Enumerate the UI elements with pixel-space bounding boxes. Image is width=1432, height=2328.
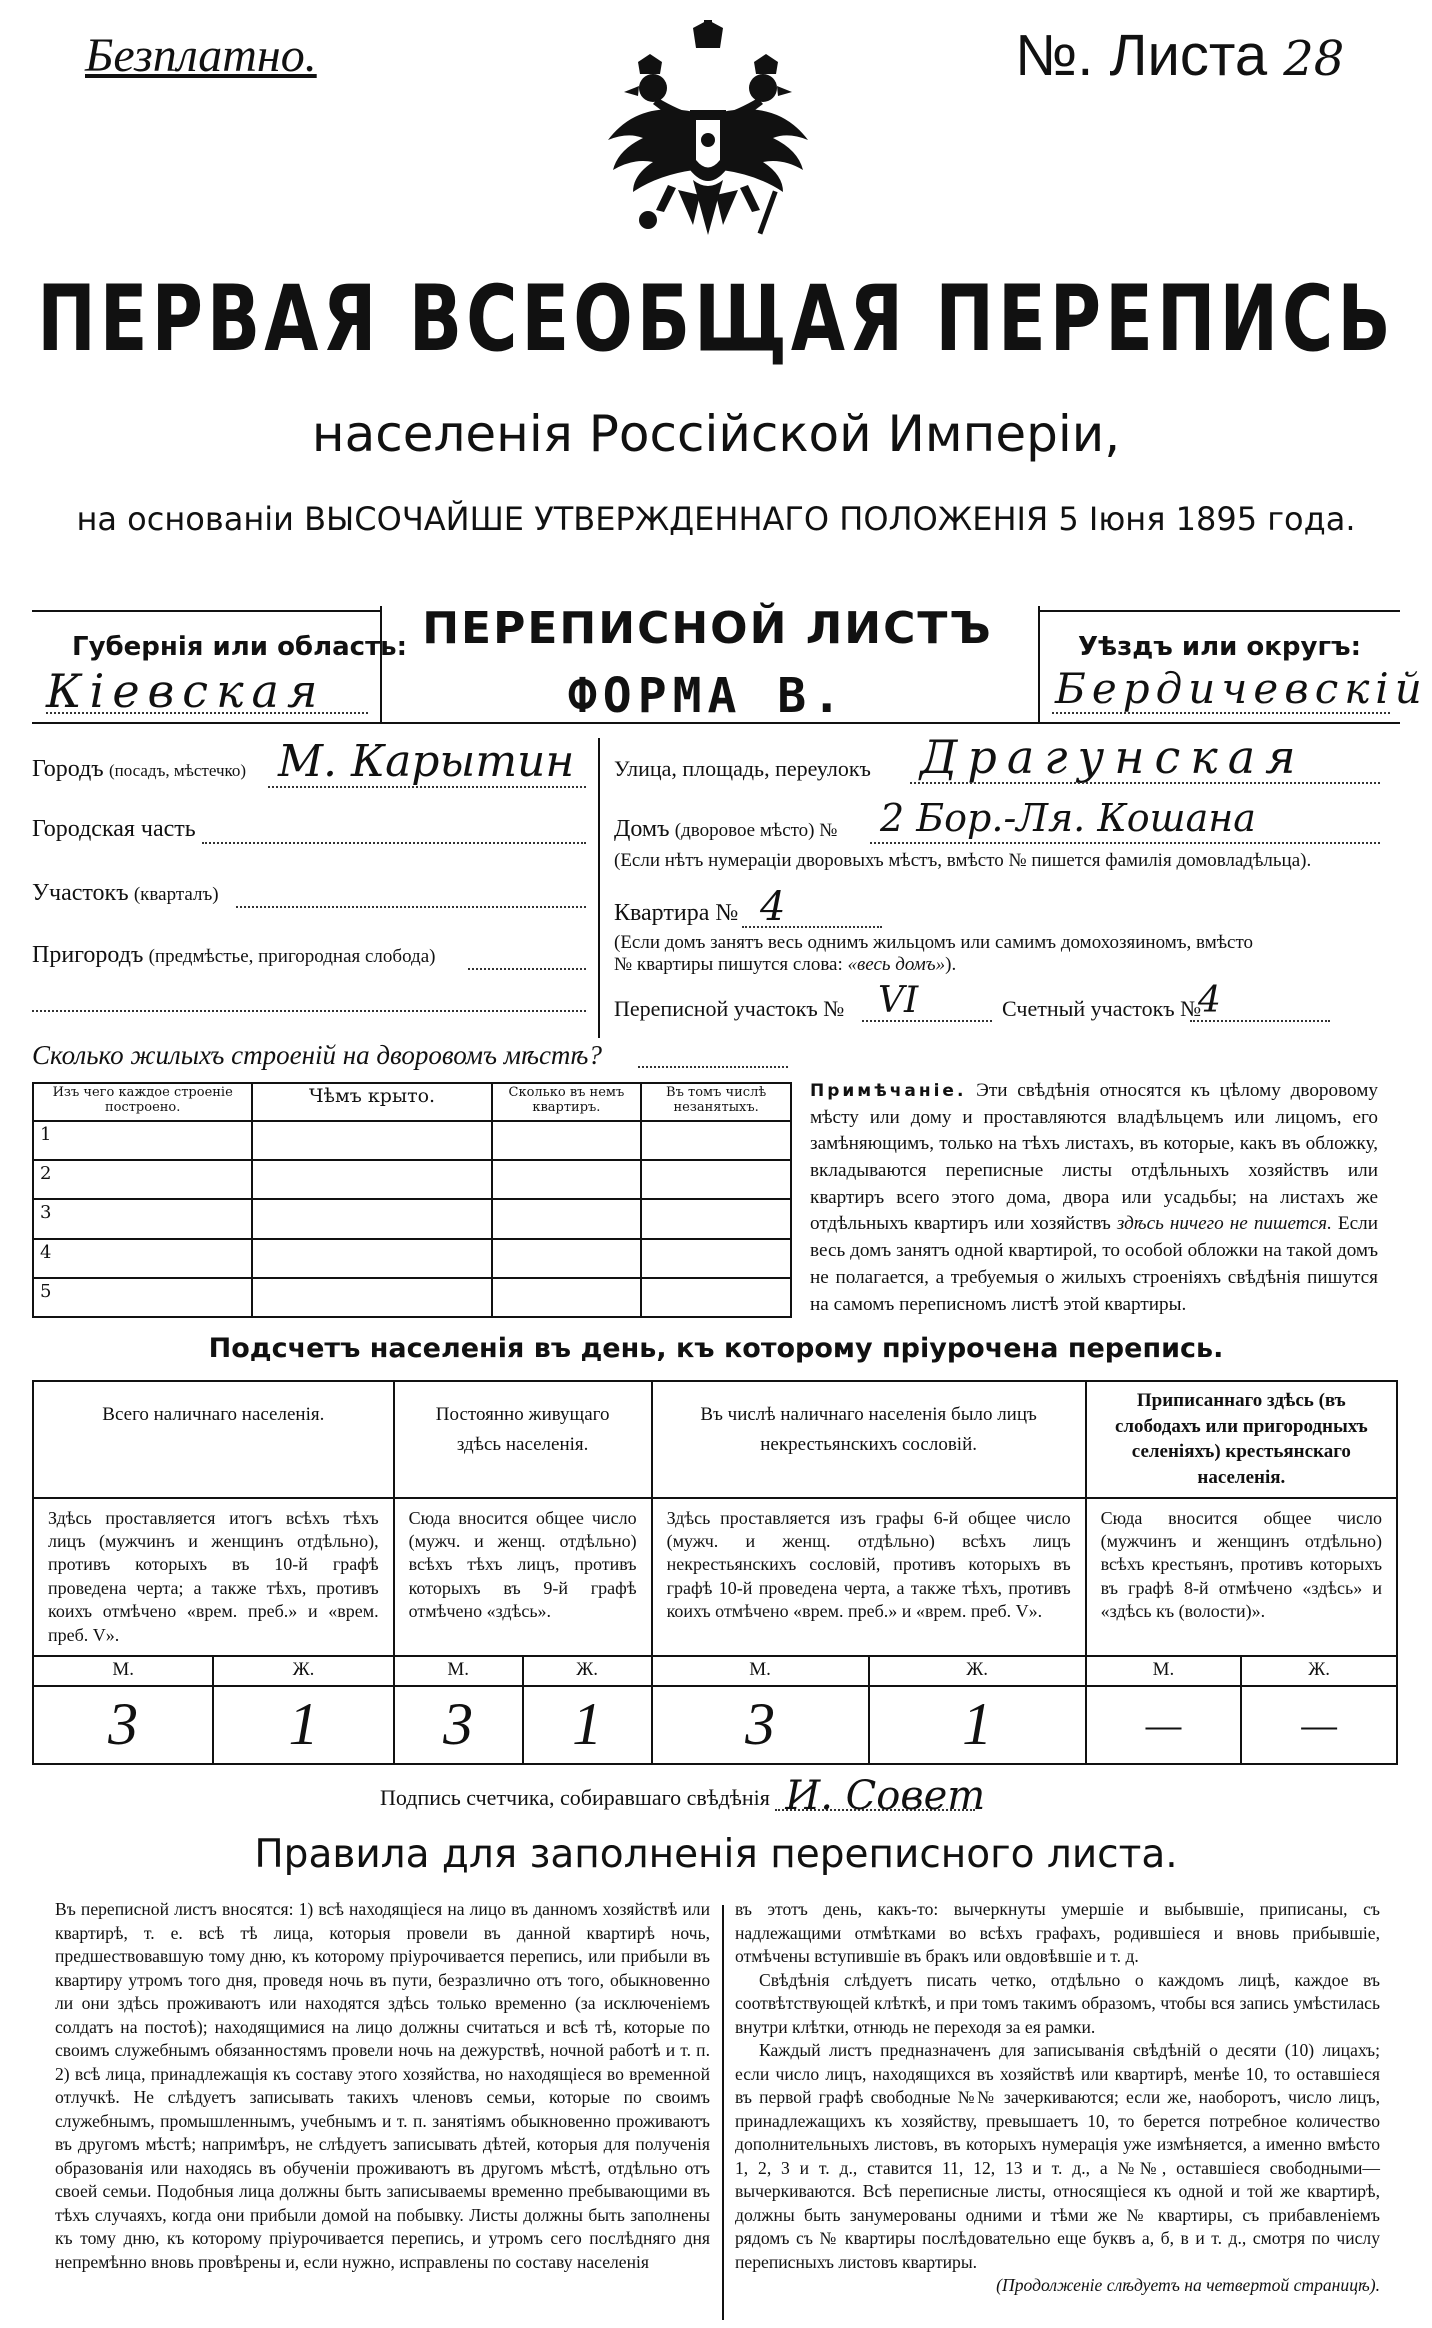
female-count[interactable]: —: [1241, 1686, 1397, 1764]
city-field: [32, 756, 246, 783]
city-hint: (посадъ, мѣстечко): [108, 761, 247, 780]
sheet-number-value: 28: [1283, 31, 1345, 87]
table-row: [33, 1278, 791, 1317]
column-header: Въ томъ числѣ незанятыхъ.: [641, 1083, 791, 1121]
signature-line: [380, 1773, 986, 1819]
apartment-label: Квартира №: [614, 900, 739, 926]
column-description: Сюда вносится общее число (мужчинъ и женщинъ отдѣльно) всѣхъ крестьянъ, противъ которыхъ въ графѣ 8-й отмѣчено «здѣсь» и «здѣсь къ (волости)».: [1086, 1498, 1397, 1656]
structures-table: [32, 1082, 792, 1318]
column-header: Сколько въ немъ квартиръ.: [492, 1083, 642, 1121]
continued-note: (Продолженіе слѣдуетъ на четвертой страницѣ).: [996, 2275, 1380, 2295]
province-value: Кіевская: [46, 664, 326, 718]
table-row: [33, 1686, 1397, 1764]
street-label: Улица, площадь, переулокъ: [614, 756, 871, 781]
table-cell[interactable]: [252, 1199, 491, 1238]
divider: [598, 738, 600, 1038]
table-cell[interactable]: [492, 1278, 642, 1317]
signature-field[interactable]: [775, 1773, 986, 1819]
house-value: 2 Бор.-Ля. Кошана: [880, 796, 1256, 840]
structures-question: Сколько жилыхъ строеній на дворовомъ мѣстѣ?: [32, 1040, 602, 1070]
table-cell[interactable]: [252, 1278, 491, 1317]
male-count[interactable]: 3: [394, 1686, 523, 1764]
table-cell[interactable]: [641, 1121, 791, 1160]
male-label: М.: [1086, 1656, 1242, 1686]
column-header: Чѣмъ крыто.: [252, 1083, 491, 1121]
page-subtitle: населенія Россійской Имперіи,: [311, 405, 1121, 463]
table-cell[interactable]: [492, 1160, 642, 1199]
table-row: [33, 1199, 791, 1238]
rules-paragraph: въ этотъ день, какъ-то: вычеркнуты умершіе и выбывшіе, приписаны, съ надлежащими отмѣтками во всѣхъ графахъ, родившіеся и вновь прибывшіе, отмѣчены вступившіе въ бракъ или овдовѣвшіе и т. д.: [735, 1899, 1380, 1966]
table-cell[interactable]: [492, 1199, 642, 1238]
note-label: Примѣчаніе.: [810, 1081, 967, 1101]
rules-paragraph: Каждый листъ предназначенъ для записыванія свѣдѣній о десяти (10) лицахъ; если число лицъ, находящихся въ хозяйствѣ или квартирѣ, менѣе 10, то оставшіеся въ первой графѣ свободные №№ зачеркиваются; если же, наоборотъ, число лицъ, принадлежащихъ къ хозяйству, превышаетъ 10, то берется потребное количество дополнительныхъ листовъ, въ которыхъ нумерація уже измѣняется, а именно вмѣсто 1, 2, 3 и т. д., ставится 11, 12, 13 и т. д., а №№, оставшіеся свободными—вычеркиваются. Всѣ переписные листы, относящіеся къ одной и той же квартирѣ, должны быть занумерованы одними и тѣми же № квартиры, съ прибавленіемъ рядомъ съ № квартиры послѣдовательно еще буквъ а, б, в и т. д., смотря по числу переписныхъ листовъ квартиры.: [735, 2040, 1380, 2272]
city-part-underline: [202, 842, 586, 844]
counting-precinct-label: Счетный участокъ №: [1002, 996, 1202, 1021]
table-cell[interactable]: [492, 1121, 642, 1160]
suburb-underline-2: [32, 1010, 586, 1012]
province-label: Губернія или область:: [72, 632, 407, 662]
table-cell[interactable]: [641, 1278, 791, 1317]
column-description: Сюда вносится общее число (мужч. и женщ. отдѣльно) всѣхъ тѣхъ лицъ, противъ которыхъ въ 9-й графѣ отмѣчено «здѣсь».: [394, 1498, 652, 1656]
city-value: М. Карытин: [278, 736, 575, 787]
rules-title: Правила для заполненія переписного листа.: [254, 1832, 1178, 1877]
table-row: [33, 1498, 1397, 1656]
street-value: Драгунская: [920, 730, 1306, 784]
table-row: [33, 1239, 791, 1278]
apartment-note: [614, 932, 1404, 976]
table-cell[interactable]: [641, 1199, 791, 1238]
structures-underline: [638, 1066, 788, 1068]
form-title: ФОРМА В.: [567, 668, 848, 724]
city-label: Городъ: [32, 756, 104, 782]
divider: [1040, 610, 1400, 612]
female-count[interactable]: 1: [523, 1686, 652, 1764]
column-header: Изъ чего каждое строеніе построено.: [33, 1083, 252, 1121]
note-paragraph: [810, 1078, 1378, 1318]
city-part-label: Городская часть: [32, 816, 196, 842]
column-header: Постоянно живущаго здѣсь населенія.: [394, 1381, 652, 1498]
table-cell[interactable]: [252, 1239, 491, 1278]
female-label: Ж.: [213, 1656, 393, 1686]
house-field: [614, 816, 837, 843]
column-description: Здѣсь проставляется изъ графы 6-й общее число (мужч. и женщ. отдѣльно) всѣхъ лицъ некрестьянскихъ сословій, противъ которыхъ въ графѣ 10-й проведена черта, а также тѣхъ, противъ коихъ отмѣчено «врем. преб.» и «врем. преб. V».: [652, 1498, 1086, 1656]
female-count[interactable]: 1: [213, 1686, 393, 1764]
counting-precinct-underline: [1190, 1020, 1330, 1022]
column-header: Всего наличнаго населенія.: [33, 1381, 394, 1498]
signature-label: Подпись счетчика, собиравшаго свѣдѣнія: [380, 1785, 770, 1810]
page-title: ПЕРВАЯ ВСЕОБЩАЯ ПЕРЕПИСЬ: [37, 265, 1395, 373]
double-headed-eagle-icon: [598, 20, 818, 245]
suburb-underline: [468, 968, 586, 970]
free-label: Безплатно.: [85, 29, 317, 82]
house-hint: (дворовое мѣсто) №: [674, 820, 838, 841]
district-value: Бердичевскій: [1055, 664, 1428, 713]
suburb-label: Пригородъ: [32, 942, 144, 968]
column-header: Въ числѣ наличнаго населенія было лицъ некрестьянскихъ сословій.: [652, 1381, 1086, 1498]
male-count[interactable]: 3: [652, 1686, 869, 1764]
precinct-label: Участокъ: [32, 880, 129, 906]
female-label: Ж.: [523, 1656, 652, 1686]
note-text: Эти свѣдѣнія относятся къ цѣлому дворовому мѣсту или дому и проставляются владѣльцемъ или лицомъ, его замѣняющимъ, только на тѣхъ листахъ, въ которые, какъ въ обложку, вкладываются переписные листы отдѣльныхъ хозяйствъ или квартиръ всего этого дома, двора или усадьбы; на листахъ же отдѣльныхъ квартиръ или хозяйствъ: [810, 1080, 1378, 1235]
sheet-title: ПЕРЕПИСНОЙ ЛИСТЪ: [422, 603, 993, 654]
legal-basis: на основаніи ВЫСОЧАЙШЕ УТВЕРЖДЕННАГО ПОЛОЖЕНІЯ 5 Іюня 1895 года.: [76, 500, 1356, 538]
male-count[interactable]: —: [1086, 1686, 1242, 1764]
rules-paragraph: Свѣдѣнія слѣдуетъ писать четко, отдѣльно о каждомъ лицѣ, каждое въ соотвѣтствующей клѣткѣ, и при томъ такимъ образомъ, чтобы вся запись умѣстилась внутри клѣтки, отнюдь не переходя за ея рамки.: [735, 1969, 1380, 2037]
city-underline: [268, 786, 586, 788]
row-number: 2: [33, 1160, 252, 1199]
district-label: Уѣздъ или округъ:: [1078, 632, 1361, 662]
apartment-note-italic: «весь домъ»: [847, 954, 946, 975]
male-label: М.: [652, 1656, 869, 1686]
table-cell[interactable]: [641, 1160, 791, 1199]
row-number: 5: [33, 1278, 252, 1317]
divider: [32, 610, 380, 612]
province-underline: [46, 712, 368, 714]
sheet-number-label: №. Листа: [1015, 23, 1268, 88]
table-cell[interactable]: [252, 1160, 491, 1199]
male-label: М.: [394, 1656, 523, 1686]
census-precinct-value: VI: [878, 980, 919, 1021]
table-row: [33, 1121, 791, 1160]
table-cell[interactable]: [641, 1239, 791, 1278]
divider: [380, 606, 382, 724]
divider: [722, 1905, 724, 2320]
census-precinct-underline: [862, 1020, 992, 1022]
male-count[interactable]: 3: [33, 1686, 213, 1764]
suburb-field: [32, 942, 435, 969]
female-count[interactable]: 1: [869, 1686, 1086, 1764]
female-label: Ж.: [869, 1656, 1086, 1686]
note-text-end: Если весь домъ занятъ одной квартирой, то особой обложки на такой домъ не полагается, а требуемыя о жилыхъ строеніяхъ свѣдѣнія пишутся на самомъ переписномъ листѣ этой квартиры.: [810, 1213, 1378, 1315]
house-label: Домъ: [614, 816, 670, 842]
signature-value: И. Совет: [785, 1773, 986, 1819]
apartment-value: 4: [760, 884, 786, 930]
street-underline: [910, 782, 1380, 784]
population-count-table: [32, 1380, 1398, 1765]
apartment-note-text: № квартиры пишутся слова:: [614, 954, 843, 975]
apartment-underline: [742, 926, 882, 928]
table-header-row: [33, 1083, 791, 1121]
census-precinct-label: Переписной участокъ №: [614, 996, 845, 1021]
suburb-hint: (предмѣстье, пригородная слобода): [148, 946, 436, 967]
table-header-row: [33, 1381, 1397, 1498]
female-label: Ж.: [1241, 1656, 1397, 1686]
column-header: Приписаннаго здѣсь (въ слободахъ или пригородныхъ селеніяхъ) крестьянскаго населенія.: [1086, 1381, 1397, 1498]
precinct-underline: [236, 906, 586, 908]
row-number: 1: [33, 1121, 252, 1160]
apartment-note-line-2: [614, 954, 1404, 976]
row-number: 4: [33, 1239, 252, 1278]
divider: [1038, 606, 1040, 724]
male-label: М.: [33, 1656, 213, 1686]
note-italic: здѣсь ничего не пишется.: [1116, 1213, 1332, 1235]
counting-precinct-value: 4: [1198, 980, 1221, 1021]
district-underline: [1052, 712, 1390, 714]
table-row: [33, 1160, 791, 1199]
house-underline: [870, 842, 1380, 844]
precinct-hint: (кварталъ): [133, 884, 219, 905]
table-row: [33, 1656, 1397, 1686]
sheet-number: [1015, 22, 1344, 89]
table-cell[interactable]: [492, 1239, 642, 1278]
apartment-note-line-1: (Если домъ занятъ весь однимъ жильцомъ или самимъ домохозяиномъ, вмѣсто: [614, 932, 1254, 953]
precinct-field: [32, 880, 219, 907]
apartment-note-end: ).: [945, 954, 957, 975]
table-cell[interactable]: [252, 1121, 491, 1160]
rules-left-column: Въ переписной листъ вносятся: 1) всѣ находящіеся на лицо въ данномъ хозяйствѣ или квартирѣ, т. е. всѣ тѣ лица, которыя провели въ данной квартирѣ ночь, предшествовавшую тому дню, къ которому пріурочивается перепись, или прибыли въ квартиру утромъ того дня, проведя ночь въ пути, безразлично отъ того, обыкновенно ли они здѣсь проживаютъ или находятся здѣсь только временно (за исключеніемъ солдатъ на постоѣ); находящимися на лицо должны считаться и всѣ тѣ, которые по своимъ служебнымъ обязанностямъ провели ночь на дежурствѣ, ночной работѣ и т. п. 2) всѣ лица, принадлежащія къ составу этого хозяйства, но находящіеся во временной отлучкѣ. Не слѣдуетъ записывать такихъ членовъ семьи, которые по своимъ служебнымъ, промышленнымъ, учебнымъ и т. п. занятіямъ обыкновенно проживаютъ въ другомъ мѣстѣ; напримѣръ, не слѣдуетъ записывать дѣтей, которыя для полученія образованія или находясь въ обученіи проживаютъ въ другомъ мѣстѣ, отдѣльно отъ своей семьи. Подобныя лица должны быть записываемы временно пребывающими въ тѣхъ случаяхъ, когда они прибыли домой на побывку. Листы должны быть заполнены къ тому дню, къ которому пріурочивается перепись, и утромъ сего послѣдняго дня непремѣнно вновь провѣрены и, если нужно, исправлены по составу населенія: [55, 1899, 710, 2272]
rules-right-column: [735, 1898, 1380, 2298]
house-note: (Если нѣтъ нумераціи дворовыхъ мѣстъ, вмѣсто № пишется фамилія домовладѣльца).: [614, 850, 1312, 871]
row-number: 3: [33, 1199, 252, 1238]
column-description: Здѣсь проставляется итогъ всѣхъ тѣхъ лицъ (мужчинъ и женщинъ отдѣльно), противъ которыхъ въ 10-й графѣ проведена черта; а также тѣхъ, противъ коихъ отмѣчено «врем. преб.» и «врем. преб. V».: [33, 1498, 394, 1656]
count-heading: Подсчетъ населенія въ день, къ которому пріурочена перепись.: [208, 1333, 1224, 1364]
